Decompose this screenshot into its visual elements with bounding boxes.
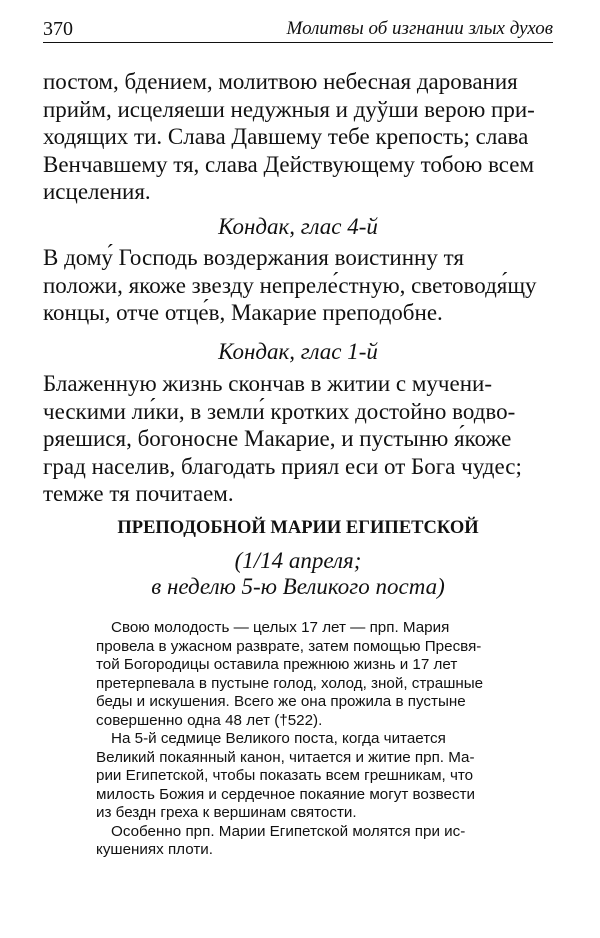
kontak-heading: Кондак, глас 4-й (218, 214, 378, 239)
opening-paragraph (43, 68, 553, 206)
section-date-note: в неделю 5-ю Великого поста) (151, 574, 445, 599)
text-line: концы, отче отце́в, Макарие преподобне. (43, 300, 443, 325)
running-title: Молитвы об изгнании злых духов (286, 18, 553, 39)
kontak-text (43, 370, 553, 508)
note-line: совершенно одна 48 лет (†522). (96, 711, 323, 729)
text-line: ходящих ти. Слава Давшему тебе крепость; слава (43, 124, 529, 149)
text-line: темже тя почитаем. (43, 481, 234, 506)
text-line: ряешися, богоносне Макарие, и пустыню я́коже (43, 426, 512, 451)
note-line: беды и искушения. Всего же она прожила в пустыне (96, 693, 466, 710)
note-line: рии Египетской, чтобы показать всем грешникам, что (96, 767, 474, 784)
note-line: претерпевала в пустыне голод, холод, зной, страшные (96, 674, 484, 692)
note-line: Великий покаянный канон, читается и житие прп. Ма- (96, 748, 475, 766)
kontak-text (43, 244, 553, 327)
note-line: Особенно прп. Марии Египетской молятся при ис- (111, 822, 466, 840)
page-header (43, 18, 553, 43)
text-line: В дому́ Господь воздержания воистинну тя (43, 245, 464, 270)
text-line: Венчавшему тя, слава Действующему тобою всем (43, 151, 535, 177)
note-line: провела в ужасном разврате, затем помощью Пресвя- (96, 637, 482, 655)
kontak-heading: Кондак, глас 1-й (218, 339, 378, 364)
biographical-note (96, 619, 506, 860)
text-line: постом, бдением, молитвою небесная дарования (43, 69, 518, 94)
text-line: положи, якоже звезду непреле́стную, световодя́щу (43, 272, 537, 298)
text-line: Блаженную жизнь скончав в житии с мучени- (43, 371, 492, 396)
note-line: Свою молодость — целых 17 лет — прп. Мария (111, 619, 450, 636)
note-line: милость Божия и сердечное покаяние могут возвести (96, 785, 476, 803)
note-line: из бездн греха к вершинам святости. (96, 804, 357, 821)
page-number: 370 (43, 18, 73, 40)
text-line: исцеления. (43, 179, 151, 204)
note-line: На 5-й седмице Великого поста, когда читается (111, 730, 446, 747)
text-line: ческими ли́ки, в земли́ кротких достойно водво- (43, 398, 516, 424)
text-line: прийм, исцеляеши недужныя и дуўши верою при- (43, 96, 535, 122)
section-title: ПРЕПОДОБНОЙ МАРИИ ЕГИПЕТСКОЙ (117, 518, 479, 538)
note-line: кушениях плоти. (96, 841, 213, 858)
text-line: град населив, благодать приял еси от Бога чудес; (43, 453, 522, 479)
note-line: той Богородицы оставила прежнюю жизнь и 17 лет (96, 656, 458, 673)
section-date: (1/14 апреля; (234, 548, 362, 573)
